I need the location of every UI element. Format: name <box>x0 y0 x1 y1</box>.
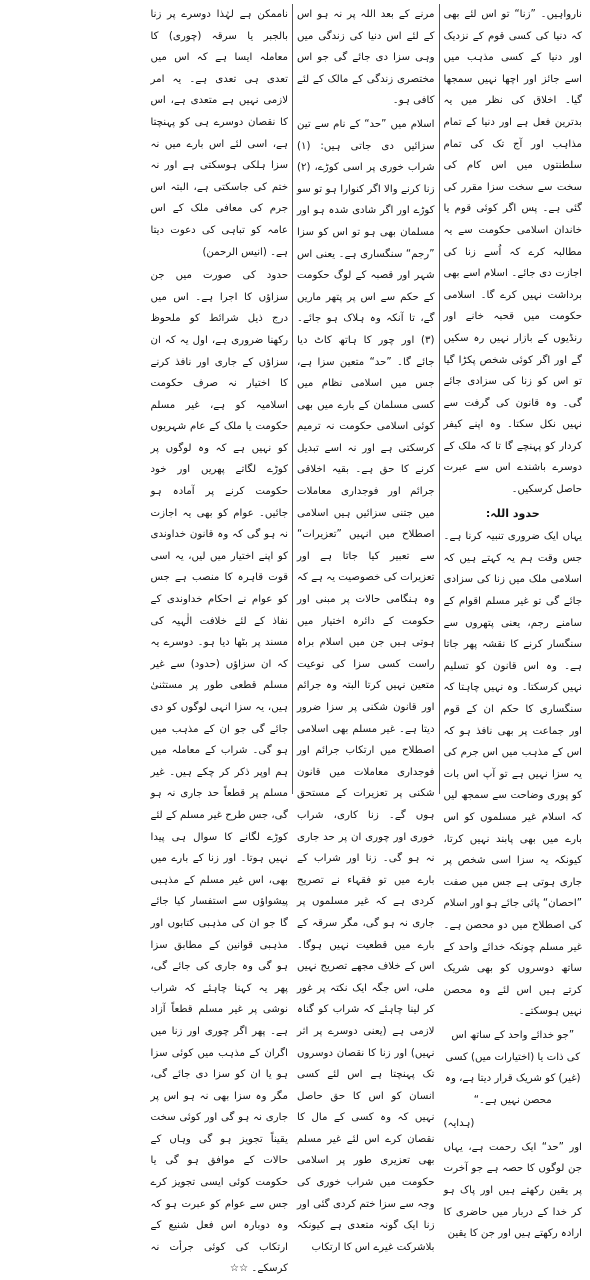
paragraph: اور ”حد“ ایک رحمت ہے، یہاں جن لوگوں کا حصہ ہے جو آخرت پر یقین رکھتے ہیں اور پاک ہو کر خدا کے دربار میں حاضری کا ارادہ رکھتے ہیں اور جن کا یقین <box>443 1141 582 1240</box>
article-column-right <box>440 4 587 1240</box>
paragraph: نارواہیں۔ ”زنا“ تو اس لئے بھی کہ دنیا کی کسی قوم کے نزدیک اور دنیا کے کسی مذہب میں اسے جائز اور اچھا نہیں سمجھا گیا۔ اخلاق کی نظر میں یہ بدترین فعل ہے اور دنیا کے تمام مذاہب اور آج تک کی تمام سلطنتوں میں اس کام کی سخت سے سخت سزا مقرر کی گئی ہے۔ پس اگر کوئی قوم یا خاندان اسلامی حکومت سے یہ مطالبہ کرے کہ اُسے زنا کی اجازت دی جائے۔ اسلام اسے بھی برداشت نہیں کرے گا۔ اسلامی حکومت میں قحبہ خانے اور رنڈیوں کے بازار نہیں رہ سکیں گے اور اگر کوئی شخص پکڑا گیا تو اس کو زنا کی سزادی جائے گی۔ وہ قانون کی گرفت سے نہیں نکل سکتا۔ وہ اپنے کیفر کردار کو پہنچے گا تا کہ ملک کے دوسرے باشندے اس سے عبرت حاصل کرسکیں۔ <box>443 9 582 496</box>
paragraph: یہاں ایک ضروری تنبیہ کرنا ہے۔ جس وقت ہم یہ کہتے ہیں کہ اسلامی ملک میں زنا کی سزادی جائے گی تو غیر مسلم اقوام کے سامنے رجم، یعنی پتھروں سے سنگسار کرنے کا نقشہ پھر جاتا ہے۔ وہ اس قانون کو تسلیم نہیں کرسکتا۔ وہ نہیں چاہتا کہ سنگساری کا حکم ان کے قوم اور جماعت پر بھی نافذ ہو کہ اس کے مذہب میں اس جرم کی یہ سزا نہیں ہے تو آپ اس بات کو پوری وضاحت سے سمجھ لیں کہ اسلام غیر مسلموں کو اس بارے میں بھی پابند نہیں کرتا، کیونکہ یہ سزا اسی شخص پر جاری ہوتی ہے جس میں صفت ”احصان“ پائی جائے ہو اور اسلام کی اصطلاح میں دو محصن ہے۔ غیر مسلم چونکہ خدائے واحد کے ساتھ دوسروں کو بھی شریک کرتے ہیں اس لئے وہ محصن نہیں ہوسکتے۔ <box>443 531 582 1018</box>
paragraph: مرنے کے بعد اللہ پر نہ ہو اس کے لئے اس دنیا کی زندگی میں وہی سزا دی جائے گی جو اس مختصری زندگی کے مالک کے لئے کافی ہو۔ <box>297 9 435 107</box>
quotation: ”جو خدائے واحد کے ساتھ اس کی ذات یا (اختیارات میں) کسی (غیر) کو شریک قرار دیتا ہے، وہ محصن نہیں ہے۔“ <box>444 1029 581 1106</box>
article-column-left <box>147 4 294 1275</box>
article-column-middle <box>293 4 440 1253</box>
paragraph: اسلام میں ”حد“ کے نام سے تین سزائیں دی جاتی ہیں: (۱) شراب خوری پر اسی کوڑے، (۲) زنا کرنے والا اگر کنوارا ہو تو سو کوڑے اور اگر شادی شدہ ہو اور مسلمان بھی ہو تو اس کو سزا ”رجم“ سنگساری ہے۔ یعنی اس شہر اور قصبہ کے لوگ حکومت کے حکم سے اس پر پتھر ماریں گے، تا آنکہ وہ ہلاک ہو جائے۔ (۳) اور چور کا ہاتھ کاٹ دیا جائے گا۔ ”حد“ متعین سزا ہے، جس میں اسلامی نظام میں کسی مسلمان کے بارے میں بھی کوئی اسلامی حکومت نہ ترمیم کرسکتی ہے اور نہ اسے تبدیل کرنے کا حق ہے۔ بقیہ اخلاقی جرائم اور فوجداری معاملات میں جتنی سزائیں ہیں اسلامی اصطلاح میں انہیں ”تعزیرات“ سے تعبیر کیا جاتا ہے اور تعزیرات کی خصوصیت یہ ہے کہ وہ ہنگامی حالات پر مبنی اور حکومت کے دائرہ اختیار میں ہوتی ہیں جن میں اسلام براہ راست کسی سزا کی نوعیت متعین نہیں کرتا البتہ وہ جرائم اور قانون شکنی پر سزا ضرور دیتا ہے۔ غیر مسلم بھی اسلامی اصطلاح میں ارتکاب جرائم اور فوجداری معاملات میں قانون شکنی پر تعزیرات کے مستحق ہوں گے۔ زنا کاری، شراب خوری اور چوری ان پر حد جاری نہ ہو گی۔ زنا اور شراب کے بارے میں تو فقہاء نے تصریح کردی ہے کہ غیر مسلموں پر جاری نہ ہو گی، مگر سرقہ کے بارے میں قطعیت نہیں ہوگا۔ اس کے خلاف مجھے تصریح نہیں ملی، اس جگہ ایک نکتہ پر غور کر لینا چاہئے کہ شراب کو گناہ لازمی ہے (یعنی دوسرے پر اثر نہیں) اور زنا کا نقصان دوسروں تک پہنچتا ہے اس لئے کسی انسان کو اس کا حق حاصل نہیں کہ وہ کسی کے مال کا نقصان کرے اس لئے غیر مسلم بھی تعزیری طور پر اسلامی حکومت میں شراب خوری کی وجہ سے سزا ختم کردی گئی اور زنا ایک گونہ متعدی ہے کیونکہ بلاشرکت غیرے اس کا ارتکاب <box>297 118 435 1253</box>
quotation-source: (ہدایہ) <box>443 1118 475 1130</box>
article-columns <box>4 4 586 1275</box>
section-heading: حدود اللہ: <box>485 506 540 520</box>
paragraph: حدود کی صورت میں جن سزاؤں کا اجرا ہے۔ اس میں درج ذیل شرائط کو ملحوظ رکھنا ضروری ہے، اول یہ کہ ان سزاؤں کے جاری اور نافذ کرنے کا اختیار نہ صرف حکومت اسلامیہ کو ہے، غیر مسلم حکومت یا ملک کے عام شہریوں کو نہیں ہے کہ وہ لوگوں پر کوڑے لگاتے پھریں اور خود حکومت کرنے پر آمادہ ہو جائیں۔ عوام کو بھی یہ اجازت نہ ہو گی کہ وہ قانون خداوندی کو اپنے اختیار میں لیں، یہ اسی قوت قاہرہ کا منصب ہے جس کو عوام نے احکام خداوندی کے نفاذ کے لئے خلافت الٰہیہ کی مسند پر بٹھا دیا ہو۔ دوسرے یہ کہ ان سزاؤں (حدود) سے غیر مسلم قطعی طور پر مستثنیٰ ہیں، یہ سزا انہی لوگوں کو دی جائے گی جو ان کے مذہب میں ہو گی۔ شراب کے معاملہ میں ہم اوپر ذکر کر چکے ہیں۔ غیر مسلم پر قطعاً حد جاری نہ ہو گی، جس طرح غیر مسلم کے لئے کوڑے لگانے کا سوال ہی پیدا نہیں ہوتا۔ اور زنا کے بارے میں بھی، اس غیر مسلم کے مذہبی پیشواؤں سے استفسار کیا جائے گا جو ان کی مذہبی کتابوں اور مذہبی قوانین کے مطابق سزا ہو گی وہ جاری کی جائے گی، پھر یہ کہنا چاہئے کہ شراب نوشی پر غیر مسلم قطعاً آزاد ہے۔ پھر اگر چوری اور زنا میں اگران کے مذہب میں کوئی سزا ہو یا ان کو سزا دی جائے گی، مگر وہ سزا بھی نہ ہو اس پر جاری نہ ہو گی اور کوئی سخت یقیناً تجویز ہو گی وہاں کے حالات کے موافق ہو گی یا حکومت کوئی ایسی تجویز کرے جس سے عوام کو عبرت ہو کہ وہ دوبارہ اس فعل شنیع کے ارتکاب کی کوئی جرأت نہ کرسکے۔ ☆☆ <box>150 270 288 1275</box>
paragraph: ناممکن ہے لہٰذا دوسرے پر زنا بالجبر یا سرقہ (چوری) کا معاملہ ایسا ہے کہ اس میں تعدی ہی تعدی ہے۔ یہ امر لازمی نہیں ہے متعدی ہے، اس کا نقصان دوسرے ہی کو پہنچتا ہے، اسی لئے اس بارے میں نہ سزا ہلکی ہوسکتی ہے اور نہ ختم کی جاسکتی ہے، البتہ اس جرم کی معافی ملک کے اس عامہ کو تباہی کی دعوت دیتا ہے۔ (انیس الرحمن) <box>150 9 288 258</box>
